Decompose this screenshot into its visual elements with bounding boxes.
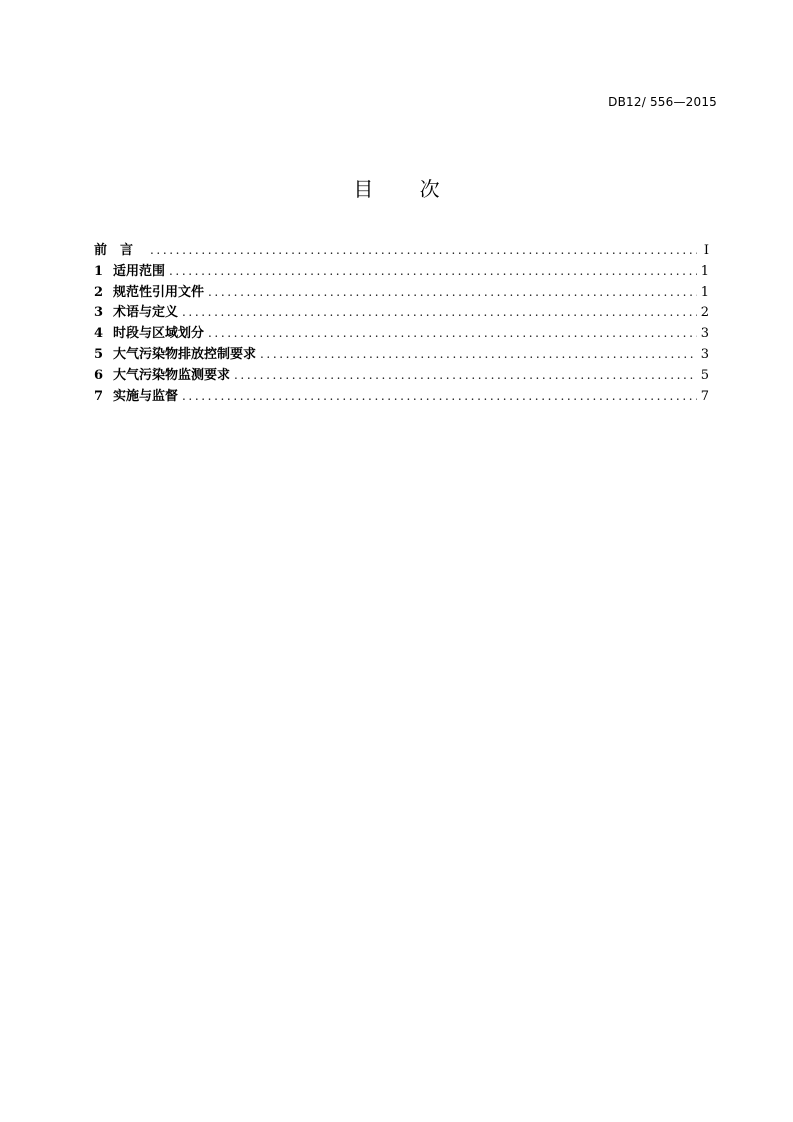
dot-leader <box>234 365 697 386</box>
toc-entry-1[interactable] <box>94 261 709 282</box>
toc-entry-3[interactable] <box>94 302 709 323</box>
toc-entry-number: 1 <box>94 263 104 279</box>
toc-entry-number: 3 <box>94 305 104 321</box>
toc-entry-number: 4 <box>94 326 104 342</box>
toc-page-number: 1 <box>700 284 709 300</box>
toc-entry-number: 7 <box>94 388 104 404</box>
toc-entry-number: 2 <box>94 284 104 300</box>
toc-page-number: 3 <box>700 346 709 362</box>
dot-leader <box>208 323 697 344</box>
toc-page-number: 3 <box>700 326 709 342</box>
toc-entry-number: 5 <box>94 346 104 362</box>
toc-entry-7[interactable] <box>94 386 709 407</box>
toc-entry-4[interactable] <box>94 323 709 344</box>
toc-entry-text: 前言 <box>94 243 147 258</box>
toc-entry-text: 术语与定义 <box>113 305 179 321</box>
toc-page-number: 2 <box>700 305 709 321</box>
toc-entry-text: 大气污染物排放控制要求 <box>113 346 257 362</box>
dot-leader <box>182 386 697 407</box>
toc-entry-5[interactable] <box>94 344 709 365</box>
toc-entry-text: 时段与区域划分 <box>113 326 205 342</box>
table-of-contents <box>94 240 709 406</box>
toc-entry-text: 大气污染物监测要求 <box>113 367 231 383</box>
toc-entry-text: 适用范围 <box>113 263 166 279</box>
dot-leader <box>182 302 697 323</box>
dot-leader <box>260 344 697 365</box>
page-title: 目 次 <box>353 177 460 201</box>
dot-leader <box>208 282 697 303</box>
dot-leader <box>169 261 697 282</box>
toc-entry-6[interactable] <box>94 365 709 386</box>
toc-entry-number: 6 <box>94 367 104 383</box>
toc-entry-foreword[interactable] <box>94 240 709 261</box>
toc-page-number: I <box>703 243 709 258</box>
toc-entry-text: 规范性引用文件 <box>113 284 205 300</box>
toc-page-number: 1 <box>700 263 709 279</box>
toc-page-number: 7 <box>700 388 709 404</box>
toc-entry-2[interactable] <box>94 282 709 303</box>
toc-page-number: 5 <box>700 367 709 383</box>
dot-leader <box>150 240 697 261</box>
toc-entry-text: 实施与监督 <box>113 388 179 404</box>
document-code: DB12/ 556—2015 <box>608 95 717 109</box>
